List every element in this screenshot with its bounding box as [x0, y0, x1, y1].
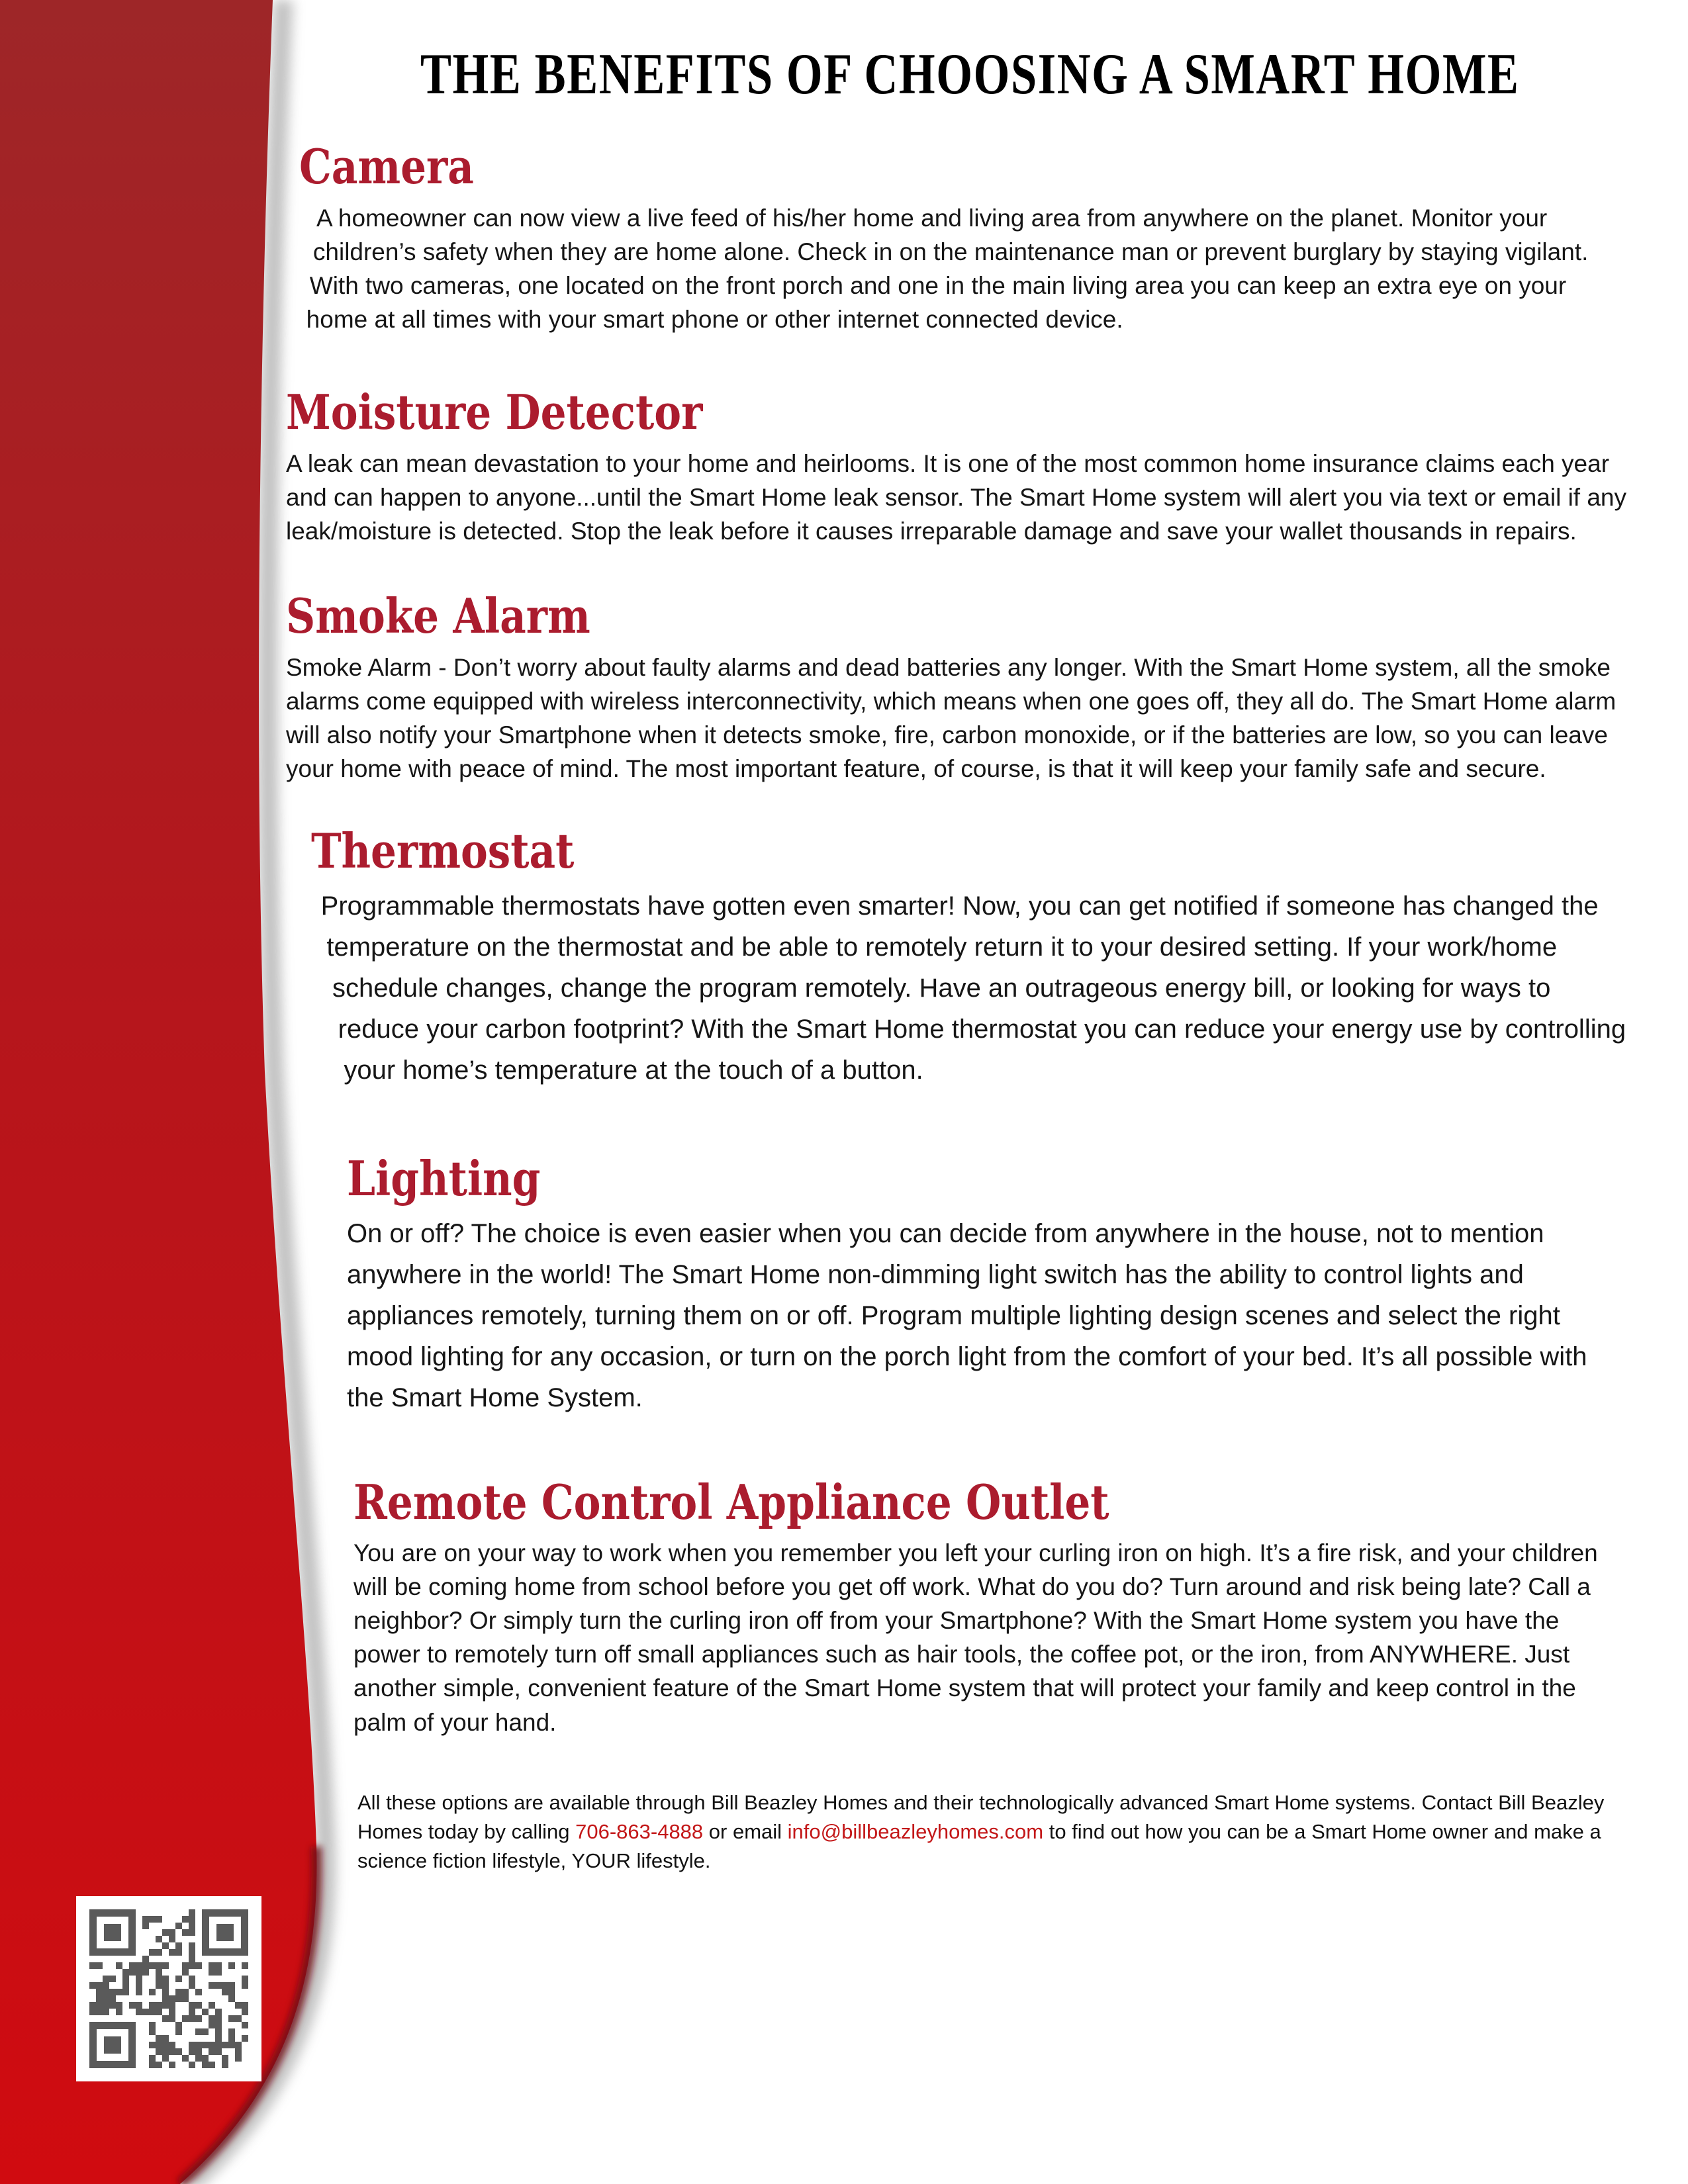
qr-code: [76, 1896, 261, 2081]
section-camera: [286, 140, 1630, 336]
section-body-lighting: On or off? The choice is even easier when you can decide from anywhere in the house, not to mention anywhere in the world! The Smart Home non-dimming light switch has the ability to control lights and appliances remotely, turning them on or off. Program multiple lighting design scenes and select the right mood lighting for any occasion, or turn on the porch light from the comfort of your bed. It’s all possible with the Smart Home System.: [347, 1218, 1587, 1412]
footer-email-address: info@billbeazleyhomes.com: [787, 1819, 1044, 1843]
section-body-remote-control-appliance-outlet: You are on your way to work when you remember you left your curling iron on high. It’s a fire risk, and your children will be coming home from school before you get off work. What do you do? Turn around and risk being late? Call a neighbor? Or simply turn the curling iron off from your Smartphone? With the Smart Home system you have the power to remotely turn off small appliances such as hair tools, the coffee pot, or the iron, from ANYWHERE. Just another simple, convenient feature of the Smart Home system that will protect your family and keep control in the palm of your hand.: [353, 1539, 1598, 1736]
section-heading-remote-control-appliance-outlet: Remote Control Appliance Outlet: [353, 1473, 1109, 1530]
section-heading-smoke-alarm: Smoke Alarm: [286, 587, 590, 644]
section-heading-thermostat: Thermostat: [311, 822, 575, 879]
footer-phone-number: 706-863-4888: [575, 1819, 704, 1843]
section-heading-moisture-detector: Moisture Detector: [286, 383, 703, 440]
footer-text-1: All these options are available through Bill Beazley Homes and their technologically advanced Smart Home systems. Contact Bill Beazley Homes today by calling: [357, 1790, 1605, 1843]
section-heading-camera: Camera: [299, 138, 474, 195]
section-heading-lighting: Lighting: [347, 1150, 541, 1206]
section-body-smoke-alarm: Smoke Alarm - Don’t worry about faulty alarms and dead batteries any longer. With the Smart Home system, all the smoke alarms come equipped with wireless interconnectivity, which means when one goes off, they all do. The Smart Home alarm will also notify your Smartphone when it detects smoke, fire, carbon monoxide, or if the batteries are low, so you can leave your home with peace of mind. The most important feature, of course, is that it will keep your family safe and secure.: [286, 653, 1617, 782]
qr-finder-top-right: [202, 1909, 248, 1956]
footer-text-3: to find out how you can be a Smart Home owner and make a science fiction lifestyle, YOUR lifestyle.: [357, 1819, 1601, 1872]
qr-finder-top-left: [89, 1909, 136, 1956]
section-lighting: [286, 1152, 1630, 1418]
section-smoke-alarm: [286, 589, 1630, 786]
section-body-moisture-detector: A leak can mean devastation to your home and heirlooms. It is one of the most common home insurance claims each year and can happen to anyone...until the Smart Home leak sensor. The Smart Home system will alert you via text or email if any leak/moisture is detected. Stop the leak before it causes irreparable damage and save your wallet thousands in repairs.: [286, 449, 1627, 545]
section-body-camera: A homeowner can now view a live feed of his/her home and living area from anywhere on the planet. Monitor your children’s safety when they are home alone. Check in on the maintenance man or prevent burglary by staying vigilant. With two cameras, one located on the front porch and one in the main living area you can keep an extra eye on your home at all times with your smart phone or other internet connected device.: [306, 204, 1589, 333]
page-title: THE BENEFITS OF CHOOSING A SMART HOME: [420, 42, 1520, 107]
footer-text-2: or email: [703, 1819, 788, 1843]
section-body-thermostat: Programmable thermostats have gotten even smarter! Now, you can get notified if someone has changed the temperature on the thermostat and be able to remotely return it to your desired setting. If your work/home schedule changes, change the program remotely. Have an outrageous energy bill, or looking for ways to reduce your carbon footprint? With the Smart Home thermostat you can reduce your energy use by controlling your home’s temperature at the touch of a button.: [320, 891, 1626, 1085]
qr-finder-bottom-left: [89, 2022, 136, 2068]
footer-contact-paragraph: [286, 1788, 1618, 1876]
flyer-content: [286, 26, 1630, 1896]
section-moisture-detector: [286, 385, 1630, 548]
section-thermostat: [286, 824, 1630, 1091]
qr-finder-layer: [89, 1909, 248, 2068]
section-remote-control-appliance-outlet: [286, 1475, 1630, 1739]
